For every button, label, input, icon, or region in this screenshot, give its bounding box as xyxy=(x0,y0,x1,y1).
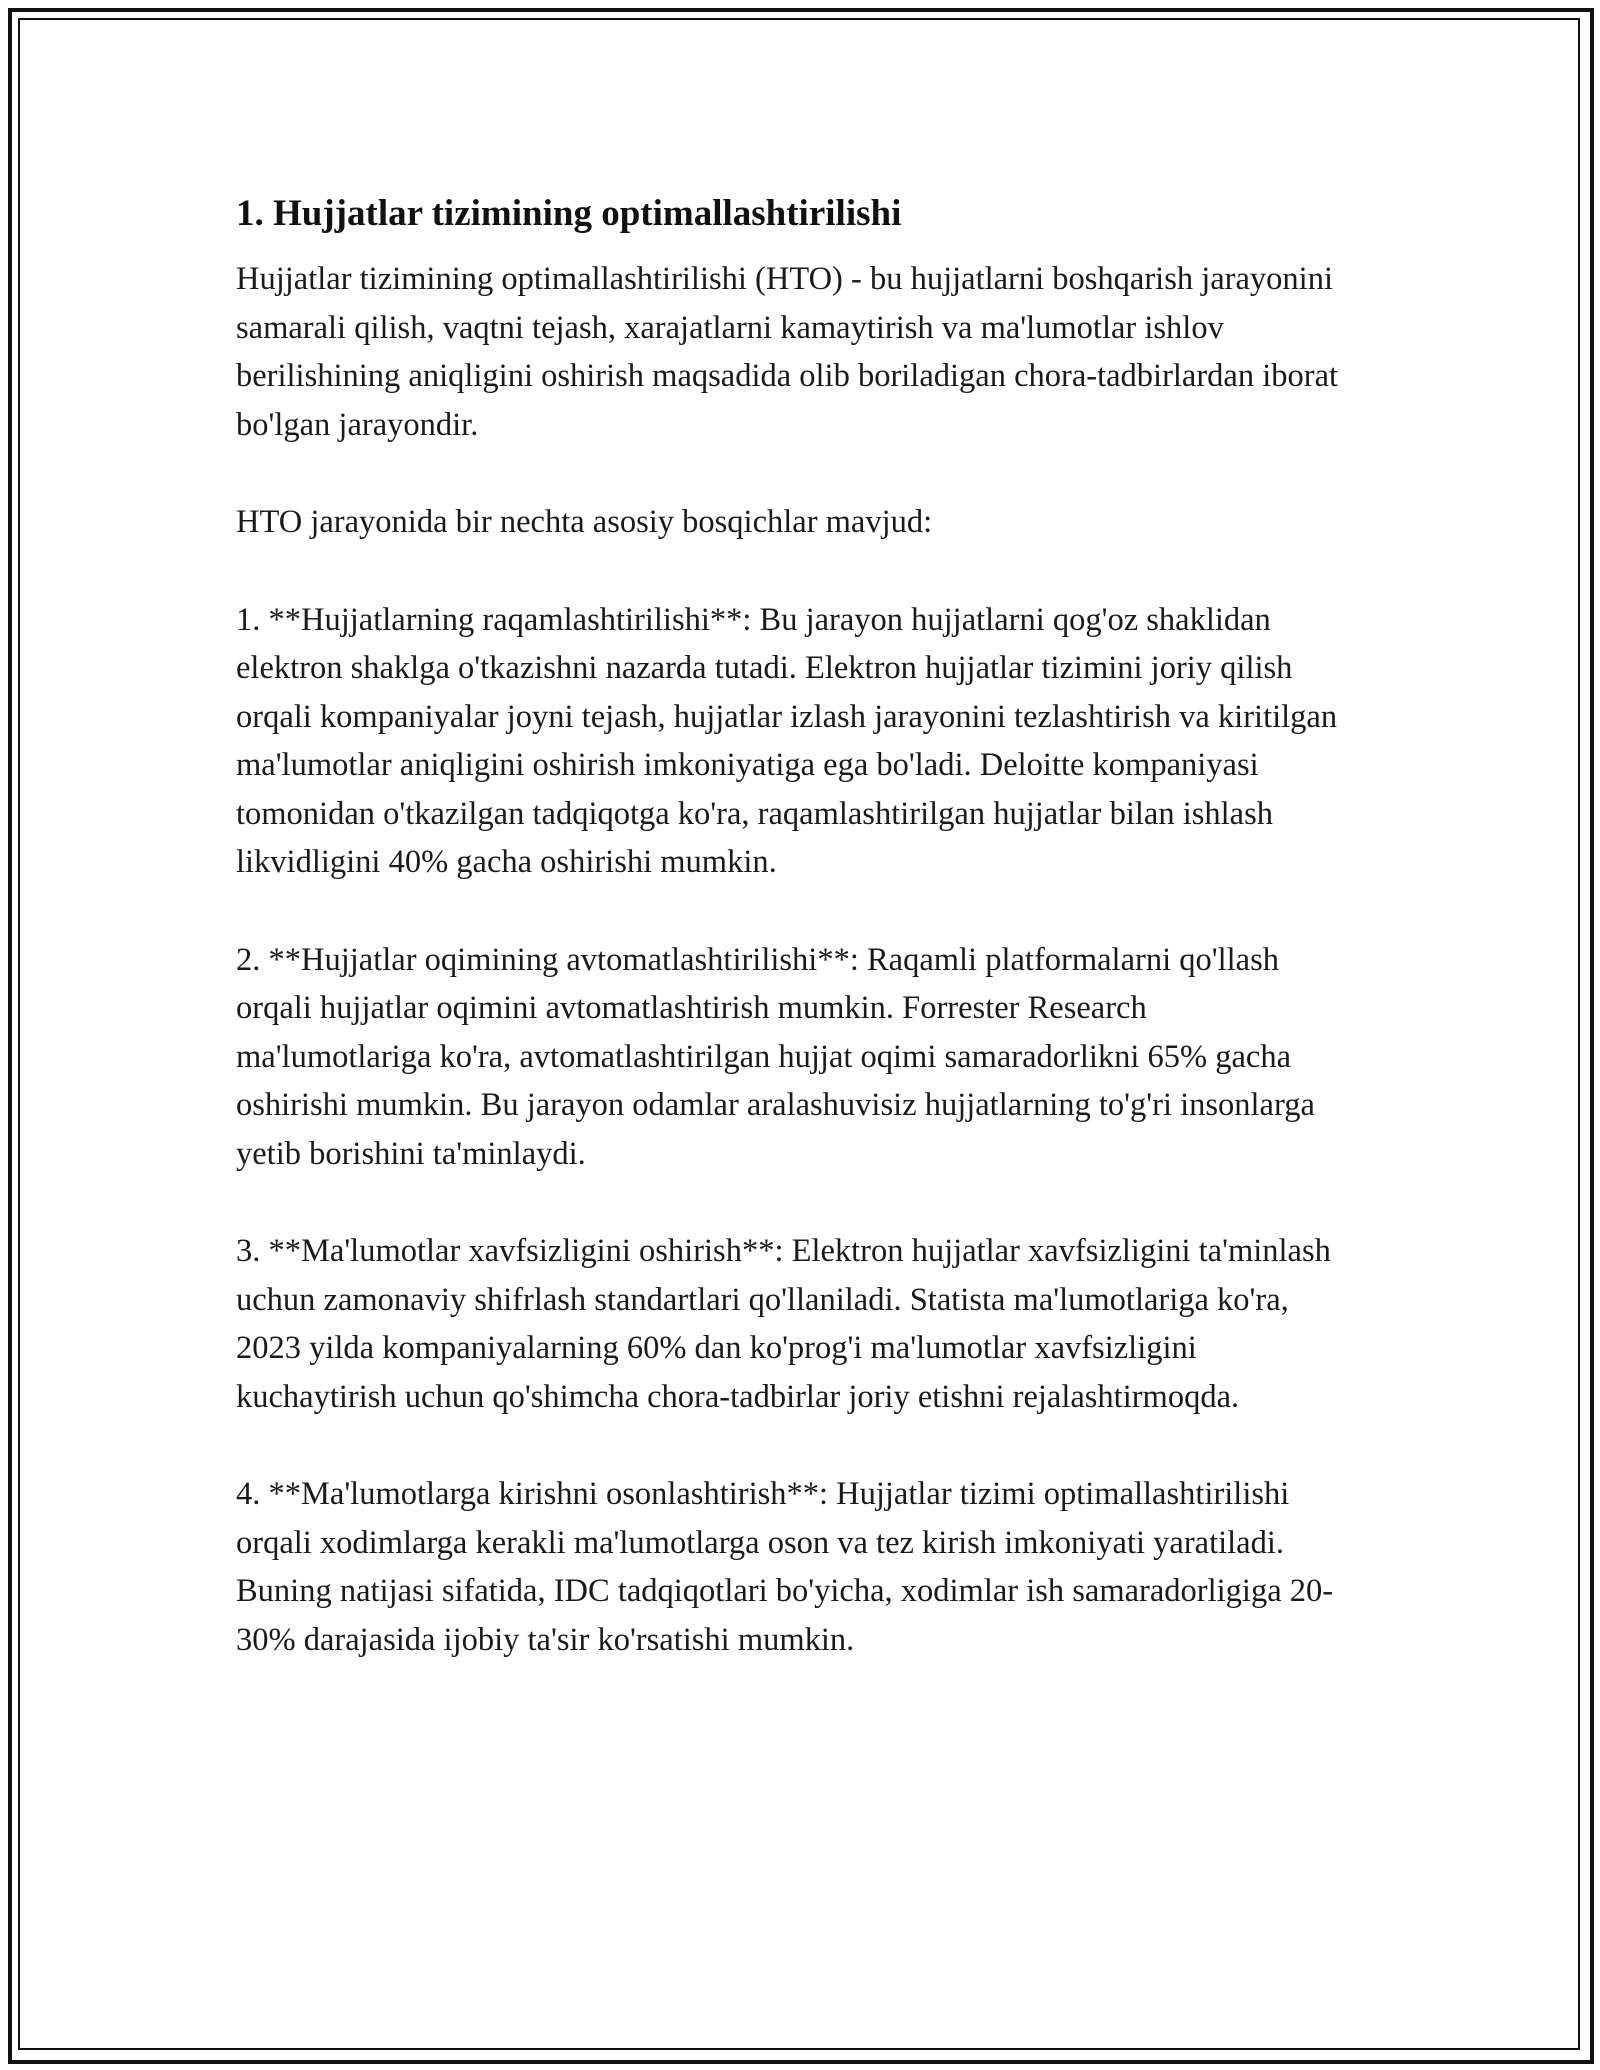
document-body xyxy=(236,186,1346,1713)
stages-intro-paragraph: HTO jarayonida bir nechta asosiy bosqichlar mavjud: xyxy=(236,504,933,540)
stage-3-paragraph: 3. **Ma'lumotlar xavfsizligini oshirish**: Elektron hujjatlar xavfsizligini ta'minlash uchun zamonaviy shifrlash standartlari qo'llaniladi. Statista ma'lumotlariga ko'ra, 2023 yilda kompaniyalarning 60% dan ko'prog'i ma'lumotlar xavfsizligini kuchaytirish uchun qo'shimcha chora-tadbirlar joriy etishni rejalashtirmoqda. xyxy=(236,1233,1331,1415)
stage-4-paragraph: 4. **Ma'lumotlarga kirishni osonlashtirish**: Hujjatlar tizimi optimallashtirilishi orqali xodimlarga kerakli ma'lumotlarga oson va tez kirish imkoniyati yaratiladi. Buning natijasi sifatida, IDC tadqiqotlari bo'yicha, xodimlar ish samaradorligiga 20-30% darajasida ijobiy ta'sir ko'rsatishi mumkin. xyxy=(236,1476,1334,1658)
section-heading: 1. Hujjatlar tizimining optimallashtirilishi xyxy=(236,193,902,234)
intro-paragraph: Hujjatlar tizimining optimallashtirilishi (HTO) - bu hujjatlarni boshqarish jarayonini samarali qilish, vaqtni tejash, xarajatlarni kamaytirish va ma'lumotlar ishlov berilishining aniqligini oshirish maqsadida olib boriladigan chora-tadbirlardan iborat bo'lgan jarayondir. xyxy=(236,261,1339,443)
stage-2-paragraph: 2. **Hujjatlar oqimining avtomatlashtirilishi**: Raqamli platformalarni qo'llash orqali hujjatlar oqimini avtomatlashtirish mumkin. Forrester Research ma'lumotlariga ko'ra, avtomatlashtirilgan hujjat oqimi samaradorlikni 65% gacha oshirishi mumkin. Bu jarayon odamlar aralashuvisiz hujjatlarning to'g'ri insonlarga yetib borishini ta'minlaydi. xyxy=(236,941,1315,1172)
stage-1-paragraph: 1. **Hujjatlarning raqamlashtirilishi**: Bu jarayon hujjatlarni qog'oz shaklidan elektron shaklga o'tkazishni nazarda tutadi. Elektron hujjatlar tizimini joriy qilish orqali kompaniyalar joyni tejash, hujjatlar izlash jarayonini tezlashtirish va kiritilgan ma'lumotlar aniqligini oshirish imkoniyatiga ega bo'ladi. Deloitte kompaniyasi tomonidan o'tkazilgan tadqiqotga ko'ra, raqamlashtirilgan hujjatlar bilan ishlash likvidligini 40% gacha oshirishi mumkin. xyxy=(236,601,1338,880)
